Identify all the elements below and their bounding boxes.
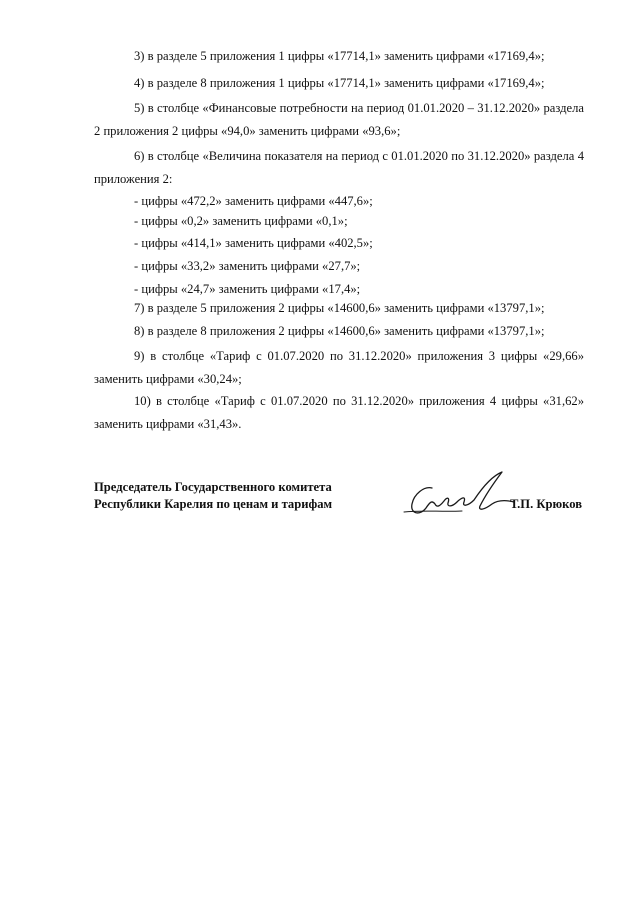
signatory-name: Т.П. Крюков [510, 497, 583, 511]
amendment-item-9: 9) в столбце «Тариф с 01.07.2020 по 31.12.2020» приложения 3 цифры «29,66» заменить цифрами «30,24»; [94, 349, 584, 386]
amendment-item-6: 6) в столбце «Величина показателя на период с 01.01.2020 по 31.12.2020» раздела 4 приложения 2: [94, 149, 584, 186]
handwritten-signature [402, 466, 520, 524]
amendment-item-4: 4) в разделе 8 приложения 1 цифры «17714,1» заменить цифрами «17169,4»; [134, 76, 545, 90]
sub-item-2: - цифры «0,2» заменить цифрами «0,1»; [134, 214, 348, 228]
amendment-item-10: 10) в столбце «Тариф с 01.07.2020 по 31.12.2020» приложения 4 цифры «31,62» заменить цифрами «31,43». [94, 394, 584, 431]
amendment-item-5: 5) в столбце «Финансовые потребности на период 01.01.2020 – 31.12.2020» раздела 2 приложения 2 цифры «94,0» заменить цифрами «93,6»; [94, 101, 584, 138]
amendment-item-7: 7) в разделе 5 приложения 2 цифры «14600,6» заменить цифрами «13797,1»; [134, 301, 545, 315]
sub-item-4: - цифры «33,2» заменить цифрами «27,7»; [134, 259, 361, 273]
amendment-item-8: 8) в разделе 8 приложения 2 цифры «14600,6» заменить цифрами «13797,1»; [134, 324, 545, 338]
signatory-position-line-1: Председатель Государственного комитета [94, 480, 332, 494]
sub-item-3: - цифры «414,1» заменить цифрами «402,5»; [134, 236, 373, 250]
signatory-position [94, 479, 332, 513]
signatory-position-line-2: Республики Карелия по ценам и тарифам [94, 497, 333, 511]
amendment-item-3: 3) в разделе 5 приложения 1 цифры «17714,1» заменить цифрами «17169,4»; [134, 49, 545, 63]
sub-item-1: - цифры «472,2» заменить цифрами «447,6»; [134, 194, 373, 208]
sub-item-5: - цифры «24,7» заменить цифрами «17,4»; [134, 282, 361, 296]
